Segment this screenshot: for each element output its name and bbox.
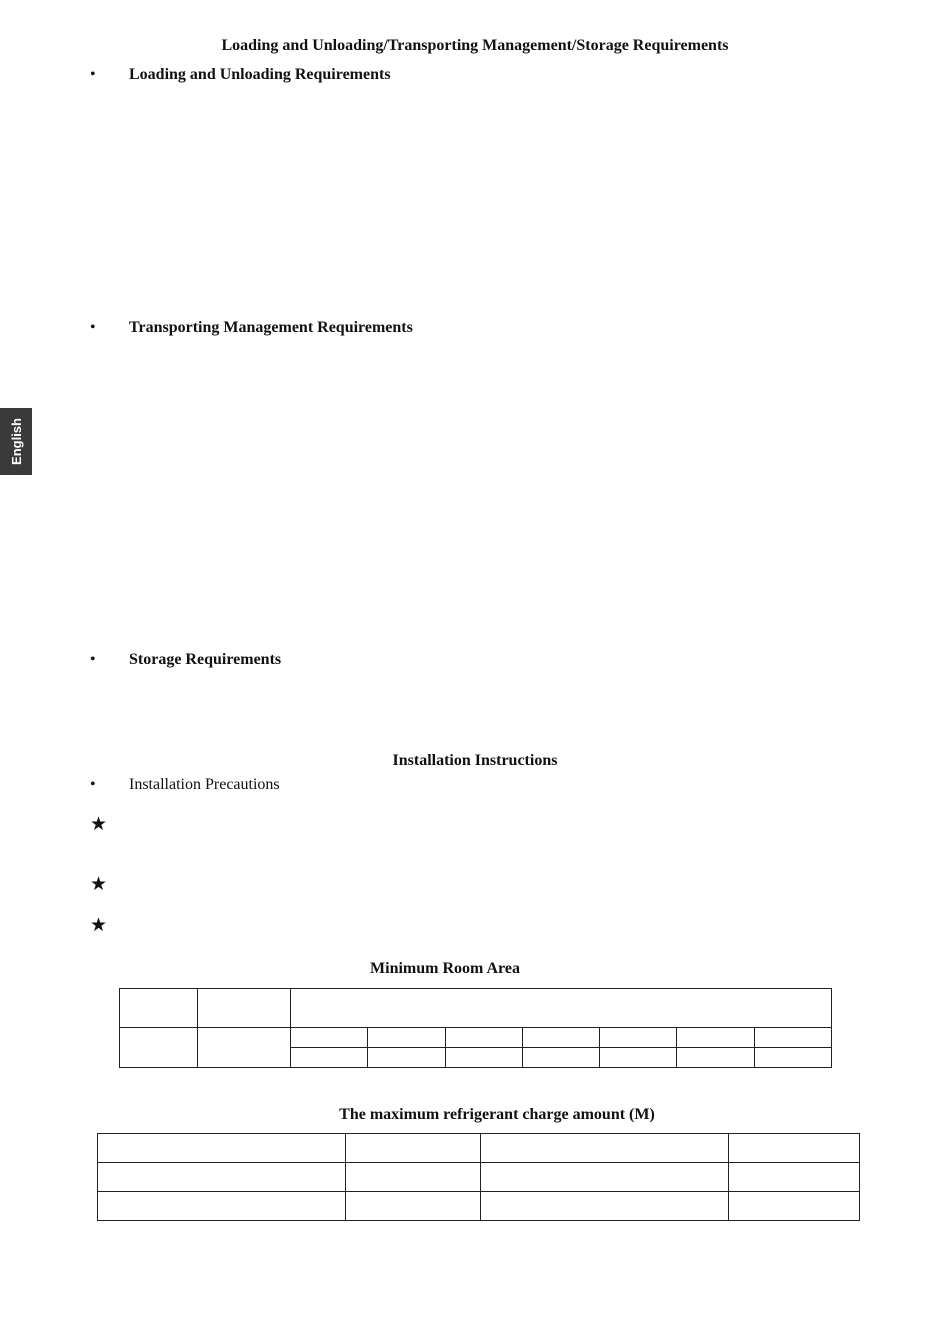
heading-transport: Transporting Management Requirements (129, 319, 413, 336)
star-icon: ★ (90, 915, 108, 936)
table-cell (481, 1192, 729, 1221)
table-cell (198, 1028, 291, 1068)
table-cell (754, 1028, 831, 1048)
table-cell (522, 1028, 599, 1048)
min-room-area-table (119, 988, 832, 1068)
table-cell (291, 1028, 368, 1048)
bullet-transport: • (90, 319, 96, 336)
bullet-loading: • (90, 66, 96, 83)
language-side-tab (0, 408, 32, 475)
table-cell (346, 1192, 481, 1221)
table-cell (98, 1134, 346, 1163)
table-cell (754, 1048, 831, 1068)
table-cell (198, 989, 291, 1028)
bullet-storage: • (90, 651, 96, 668)
installation-title: Installation Instructions (392, 752, 558, 769)
table-cell (600, 1028, 677, 1048)
bullet-precautions: • (90, 776, 96, 793)
min-room-area-title: Minimum Room Area (370, 960, 520, 977)
precautions-label: Installation Precautions (129, 776, 280, 793)
table-cell (346, 1134, 481, 1163)
star-icon: ★ (90, 814, 108, 835)
table-cell (729, 1134, 860, 1163)
heading-storage: Storage Requirements (129, 651, 282, 668)
table-cell (600, 1048, 677, 1068)
table-cell (346, 1163, 481, 1192)
table-cell (445, 1048, 522, 1068)
table-cell (481, 1134, 729, 1163)
table-cell (729, 1192, 860, 1221)
page-title: Loading and Unloading/Transporting Management/Storage Requirements (221, 37, 729, 54)
table-cell (445, 1028, 522, 1048)
table-cell (98, 1192, 346, 1221)
max-charge-title: The maximum refrigerant charge amount (M) (339, 1106, 655, 1123)
star-icon: ★ (90, 874, 108, 895)
table-cell (677, 1028, 754, 1048)
table-cell (98, 1163, 346, 1192)
table-cell (677, 1048, 754, 1068)
table-cell (368, 1028, 445, 1048)
table-cell (120, 989, 198, 1028)
table-cell (522, 1048, 599, 1068)
table-cell (481, 1163, 729, 1192)
table-cell (368, 1048, 445, 1068)
language-label: English (8, 418, 24, 465)
table-cell (291, 1048, 368, 1068)
table-cell (291, 989, 832, 1028)
table-cell (729, 1163, 860, 1192)
max-charge-table (97, 1133, 860, 1221)
table-cell (120, 1028, 198, 1068)
heading-loading: Loading and Unloading Requirements (129, 66, 391, 83)
